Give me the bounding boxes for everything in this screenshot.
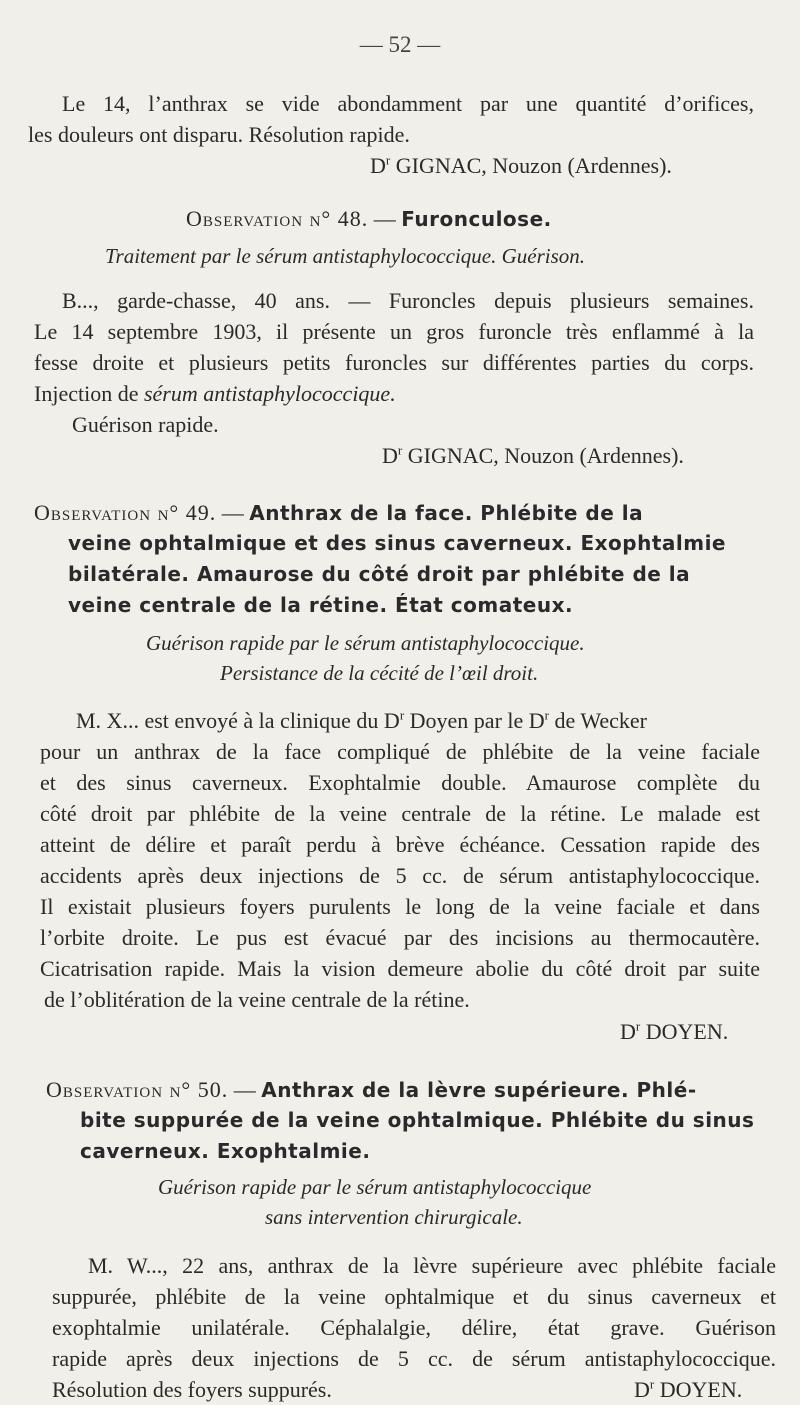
text-line: Le 14, l’anthrax se vide abondamment par une quantité d’orifices, bbox=[62, 91, 754, 116]
text-line: Cicatrisation rapide. Mais la vision demeure abolie du côté droit par suite bbox=[40, 956, 760, 981]
observation-subtitle: Persistance de la cécité de l’œil droit. bbox=[220, 661, 539, 685]
text-line: M. W..., 22 ans, anthrax de la lèvre supérieure avec phlébite faciale bbox=[88, 1253, 776, 1278]
text-line: fesse droite et plusieurs petits furoncles sur différentes parties du corps. bbox=[34, 350, 754, 375]
observation-label: Observation n° 49. bbox=[34, 500, 217, 525]
text-line: les douleurs ont disparu. Résolution rapide. bbox=[28, 122, 410, 147]
heading-dash: — bbox=[228, 1077, 262, 1102]
observation-title: Furonculose. bbox=[401, 207, 552, 231]
signature-title: D bbox=[370, 153, 386, 178]
text-line: Le 14 septembre 1903, il présente un gros furoncle très enflammé à la bbox=[34, 319, 754, 344]
text-line: atteint de délire et paraît perdu à brève échéance. Cessation rapide des bbox=[40, 832, 760, 857]
text-line: exophtalmie unilatérale. Céphalalgie, délire, état grave. Guérison bbox=[52, 1315, 776, 1340]
signature bbox=[382, 440, 684, 471]
signature-name: DOYEN. bbox=[640, 1019, 729, 1044]
observation-title: Anthrax de la face. Phlébite de la bbox=[249, 501, 644, 525]
observation-heading bbox=[186, 203, 552, 235]
observation-label: Observation n° 48. bbox=[186, 206, 369, 231]
observation-subtitle: sans intervention chirurgicale. bbox=[265, 1205, 523, 1229]
text-span: Injection de bbox=[34, 381, 144, 406]
observation-heading bbox=[34, 497, 643, 529]
text-span-italic: sérum antistaphylococcique. bbox=[143, 381, 396, 406]
signature-sup: r bbox=[649, 1376, 655, 1392]
text-line: côté droit par phlébite de la veine centrale de la rétine. Le malade est bbox=[40, 801, 760, 826]
signature-title: D bbox=[382, 443, 398, 468]
signature bbox=[620, 1016, 728, 1047]
page-number: — 52 — bbox=[359, 32, 441, 57]
text-line: B..., garde-chasse, 40 ans. — Furoncles depuis plusieurs semaines. bbox=[62, 288, 754, 313]
observation-title-line: bilatérale. Amaurose du côté droit par phlébite de la bbox=[68, 562, 691, 586]
text-sup: r bbox=[399, 707, 405, 723]
observation-title-line: veine ophtalmique et des sinus caverneux. Exophtalmie bbox=[68, 531, 726, 555]
signature bbox=[634, 1374, 742, 1405]
text-line: Résolution des foyers suppurés. bbox=[52, 1377, 332, 1402]
observation-subtitle: Guérison rapide par le sérum antistaphylococcique. bbox=[146, 631, 585, 655]
text-span: de Wecker bbox=[549, 708, 648, 733]
text-span: M. X... est envoyé à la clinique du D bbox=[76, 708, 400, 733]
text-line: Il existait plusieurs foyers purulents le long de la veine faciale et dans bbox=[40, 894, 760, 919]
text-line bbox=[34, 378, 396, 409]
signature-name: GIGNAC, Nouzon (Ardennes). bbox=[402, 443, 684, 468]
observation-subtitle: Guérison rapide par le sérum antistaphylococcique bbox=[158, 1175, 592, 1199]
signature bbox=[370, 150, 672, 181]
heading-dash: — bbox=[216, 500, 250, 525]
signature-name: DOYEN. bbox=[654, 1377, 743, 1402]
signature-title: D bbox=[634, 1377, 650, 1402]
text-line: accidents après deux injections de 5 cc. de sérum antistaphylococcique. bbox=[40, 863, 760, 888]
observation-title: Anthrax de la lèvre supérieure. Phlé- bbox=[261, 1078, 697, 1102]
observation-subtitle: Traitement par le sérum antistaphylococcique. Guérison. bbox=[105, 244, 586, 268]
text-line: pour un anthrax de la face compliqué de phlébite de la veine faciale bbox=[40, 739, 760, 764]
observation-title-line: veine centrale de la rétine. État comateux. bbox=[68, 593, 574, 617]
signature-title: D bbox=[620, 1019, 636, 1044]
heading-dash: — bbox=[368, 206, 402, 231]
text-line: rapide après deux injections de 5 cc. de sérum antistaphylococcique. bbox=[52, 1346, 776, 1371]
text-line: de l’oblitération de la veine centrale de la rétine. bbox=[44, 987, 470, 1012]
observation-title-line: bite suppurée de la veine ophtalmique. Phlébite du sinus bbox=[80, 1108, 755, 1132]
observation-label: Observation n° 50. bbox=[46, 1077, 229, 1102]
signature-sup: r bbox=[385, 152, 391, 168]
text-line: suppurée, phlébite de la veine ophtalmique et du sinus caverneux et bbox=[52, 1284, 776, 1309]
signature-sup: r bbox=[635, 1018, 641, 1034]
text-line bbox=[76, 705, 647, 736]
text-sup: r bbox=[544, 707, 550, 723]
text-line: et des sinus caverneux. Exophtalmie double. Amaurose complète du bbox=[40, 770, 760, 795]
signature-sup: r bbox=[397, 442, 403, 458]
text-span: Doyen par le D bbox=[404, 708, 545, 733]
text-line: l’orbite droite. Le pus est évacué par des incisions au thermocautère. bbox=[40, 925, 760, 950]
observation-heading bbox=[46, 1074, 697, 1106]
signature-name: GIGNAC, Nouzon (Ardennes). bbox=[390, 153, 672, 178]
text-line: Guérison rapide. bbox=[72, 412, 219, 437]
observation-title-line: caverneux. Exophtalmie. bbox=[80, 1139, 371, 1163]
